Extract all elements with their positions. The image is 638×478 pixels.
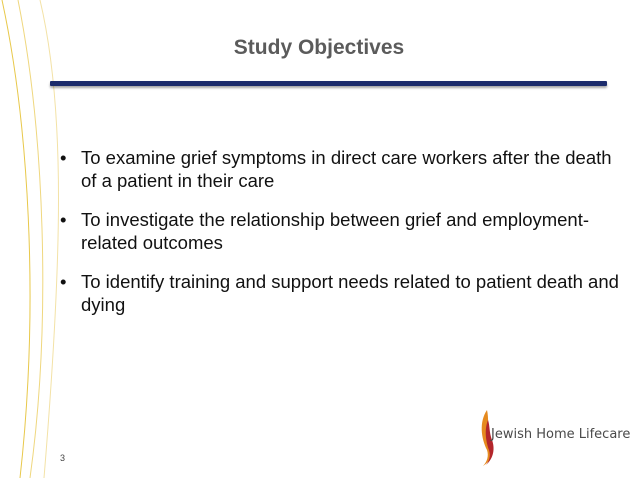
list-item (60, 270, 620, 316)
bullet-icon: • (60, 147, 67, 168)
bullet-text: To examine grief symptoms in direct care workers after the death of a patient in their care (81, 147, 612, 191)
slide-title: Study Objectives (233, 36, 405, 59)
bullet-text: To identify training and support needs related to patient death and dying (81, 271, 619, 315)
objectives-list (60, 146, 620, 332)
bullet-text: To investigate the relationship between grief and employment-related outcomes (81, 209, 590, 253)
page-number: 3 (60, 453, 66, 463)
curve-line-1 (2, 0, 30, 478)
logo-text: Jewish Home Lifecare (491, 427, 631, 442)
curve-line-2 (18, 0, 43, 478)
bullet-icon: • (60, 209, 67, 230)
list-item (60, 208, 620, 254)
title-rule (50, 81, 607, 86)
list-item (60, 146, 620, 192)
bullet-icon: • (60, 271, 67, 292)
